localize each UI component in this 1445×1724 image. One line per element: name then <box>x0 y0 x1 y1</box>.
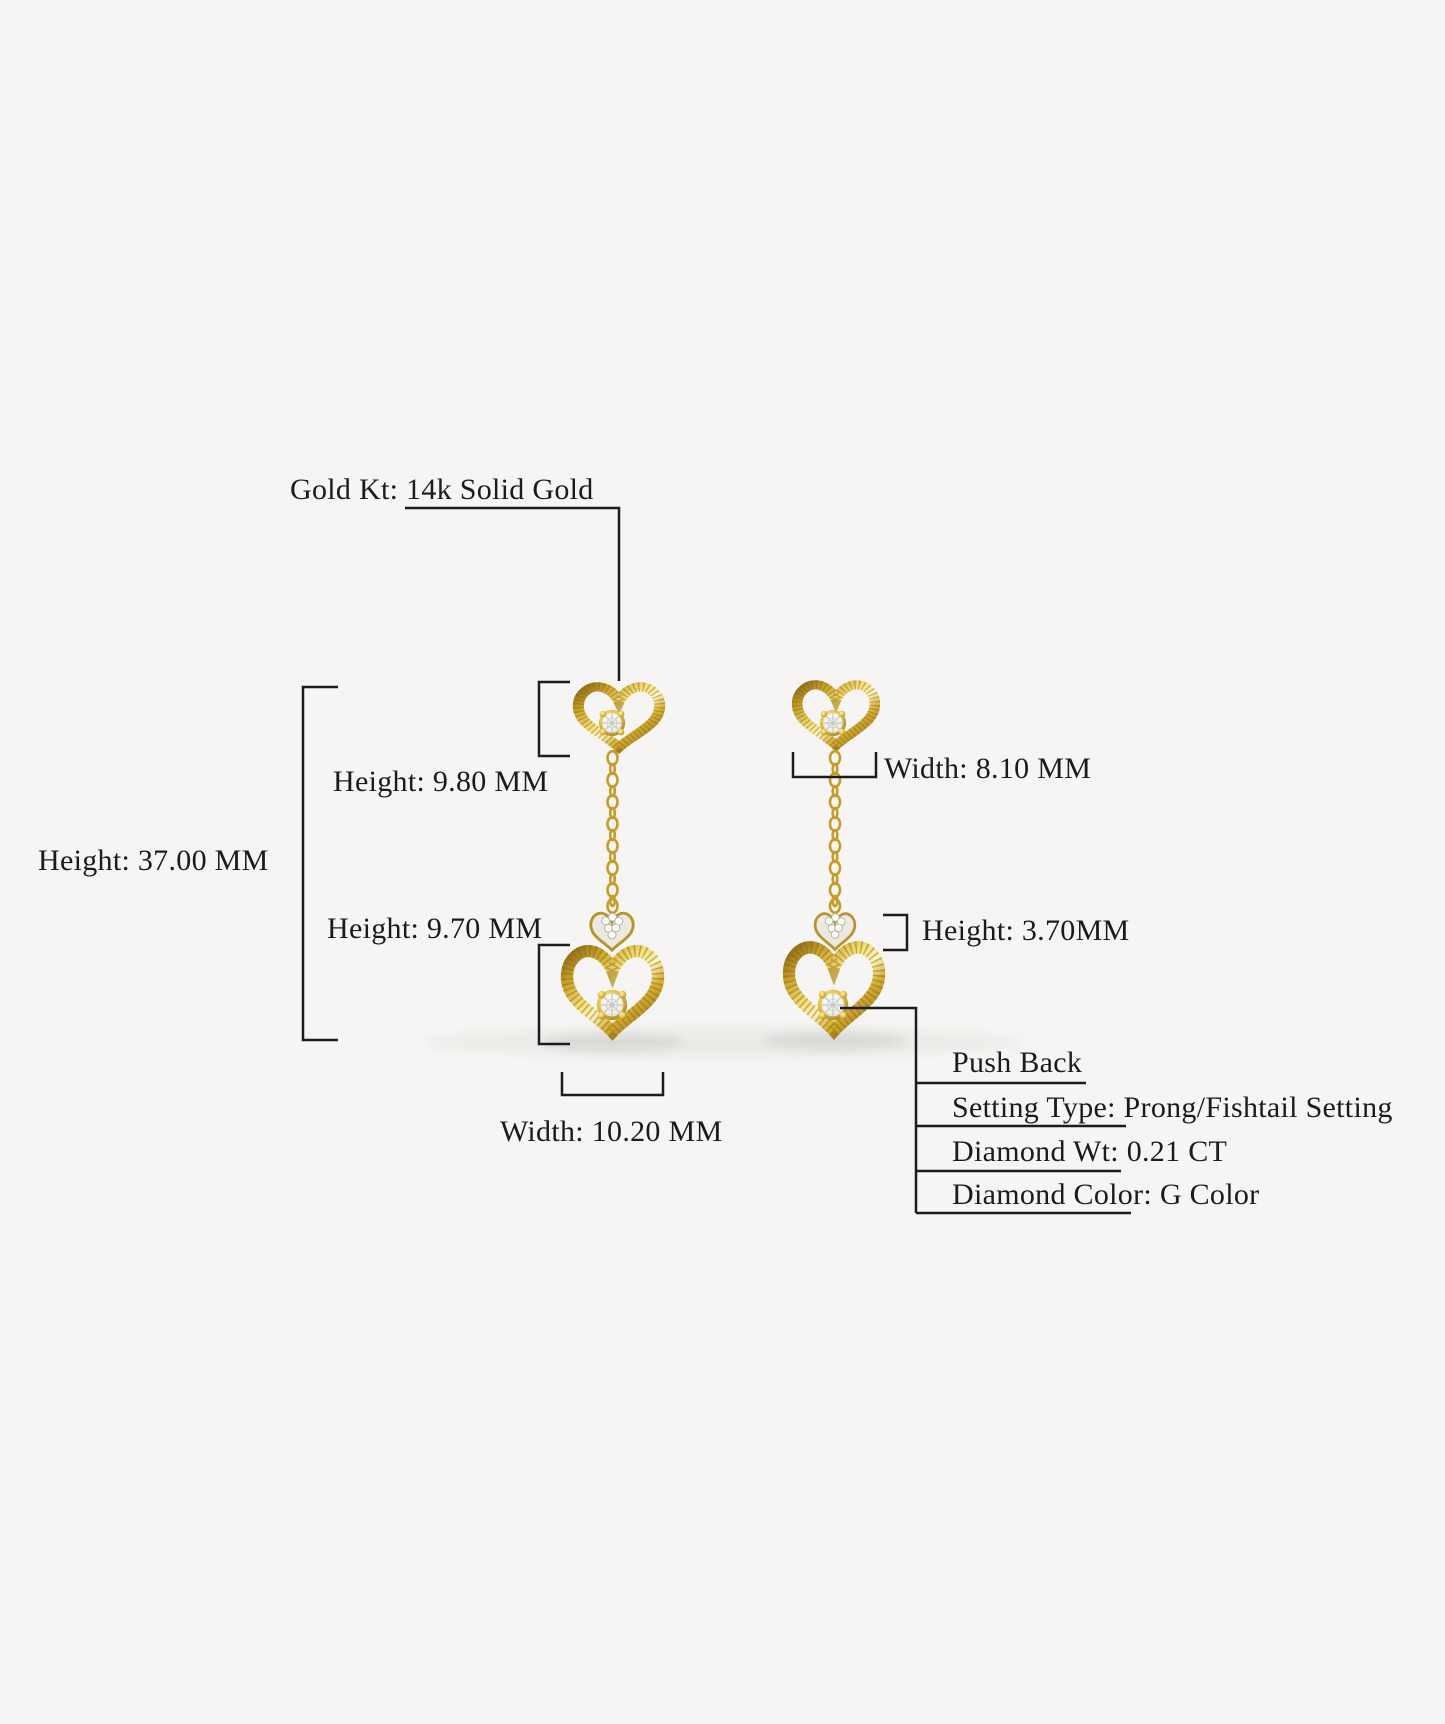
setting-type-label: Setting Type: Prong/Fishtail Setting <box>952 1091 1393 1124</box>
top-heart-width-label: Width: 8.10 MM <box>884 752 1092 785</box>
small-heart-height-bracket <box>883 915 907 950</box>
top-heart-height-bracket <box>539 682 570 756</box>
total-height-label: Height: 37.00 MM <box>38 844 269 877</box>
left-top-diamond <box>599 710 625 736</box>
bottom-heart-width-label: Width: 10.20 MM <box>500 1115 723 1148</box>
left-chain <box>608 751 618 913</box>
right-top-diamond <box>820 710 846 736</box>
diamond-color-label: Diamond Color: G Color <box>952 1178 1260 1211</box>
floor-shadow <box>423 1026 1023 1058</box>
right-big-diamond <box>818 990 848 1020</box>
small-heart-height-label: Height: 3.70MM <box>922 914 1130 947</box>
left-pave-heart <box>591 913 633 950</box>
bottom-heart-height-label: Height: 9.70 MM <box>327 912 543 945</box>
right-earring <box>789 685 879 1031</box>
bottom-heart-width-bracket <box>562 1072 663 1095</box>
right-chain <box>830 751 840 913</box>
gold-kt-label: Gold Kt: 14k Solid Gold <box>290 473 594 506</box>
gold-kt-leader-line <box>405 508 619 681</box>
left-earring <box>567 687 660 1032</box>
push-back-label: Push Back <box>952 1046 1083 1079</box>
top-heart-height-label: Height: 9.80 MM <box>333 765 549 798</box>
left-big-diamond <box>597 990 627 1020</box>
diamond-weight-label: Diamond Wt: 0.21 CT <box>952 1135 1228 1168</box>
total-height-bracket <box>303 687 338 1040</box>
